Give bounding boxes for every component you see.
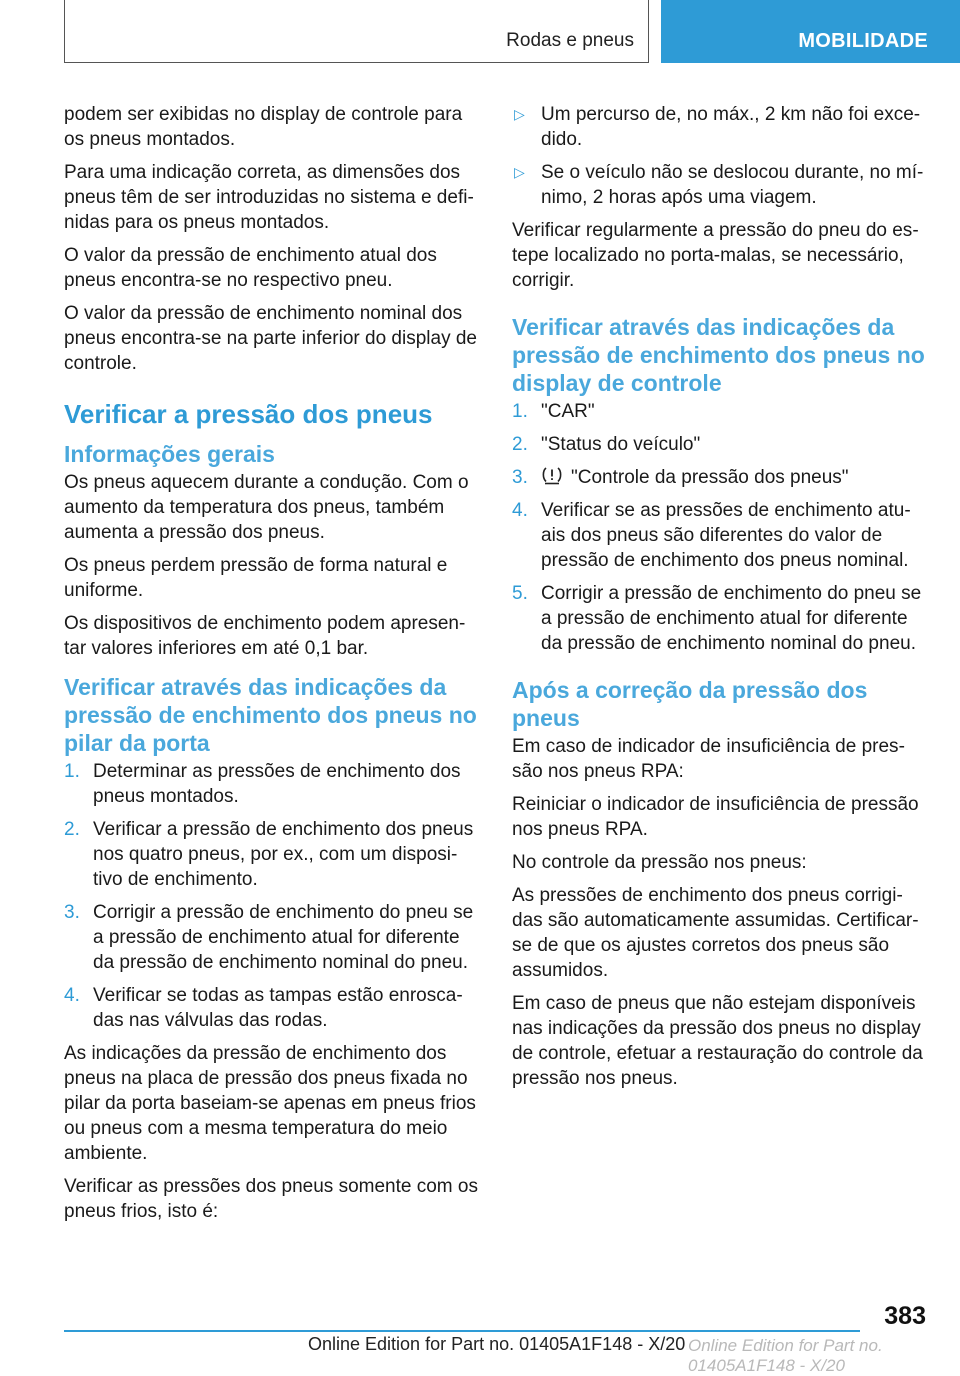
list-text: "CAR" bbox=[541, 401, 595, 422]
paragraph: Os pneus perdem pressão de forma natural e uniforme. bbox=[64, 555, 448, 601]
footer-edition: Online Edition for Part no. 01405A1F148 - X/20 bbox=[308, 1334, 686, 1354]
section-heading: Verificar a pressão dos pneus bbox=[64, 399, 433, 429]
list-item bbox=[512, 465, 926, 490]
list-text: Determinar as pressões de enchimento dos pneus montados. bbox=[93, 761, 461, 807]
list-number: 1. bbox=[512, 401, 528, 422]
header-chapter-tab bbox=[661, 0, 960, 63]
list-item bbox=[512, 399, 926, 424]
triangle-bullet-icon: ▷ bbox=[514, 164, 525, 180]
list-text: Verificar se as pressões de enchimento atuais dos pneus são diferentes do valor de pressão de enchimento dos pneus nominal. bbox=[541, 500, 911, 571]
list-number: 2. bbox=[64, 819, 80, 840]
list-item bbox=[64, 759, 479, 809]
paragraph: Em caso de indicador de insuficiência de pressão nos pneus RPA: bbox=[512, 736, 905, 782]
paragraph: podem ser exibidas no display de controle para os pneus montados. bbox=[64, 104, 463, 150]
paragraph: Para uma indicação correta, as dimensões dos pneus têm de ser introduzidas no sistema e definidas para os pneus montados. bbox=[64, 162, 474, 233]
list-number: 3. bbox=[64, 902, 80, 923]
paragraph: Em caso de pneus que não estejam disponíveis nas indicações da pressão dos pneus no display de controle, efetuar a restauração do controle da pressão nos pneus. bbox=[512, 993, 923, 1089]
list-text: Verificar a pressão de enchimento dos pneus nos quatro pneus, por ex., com um dispositivo de enchimento. bbox=[93, 819, 474, 890]
paragraph: O valor da pressão de enchimento nominal dos pneus encontra-se na parte inferior do display de controle. bbox=[64, 303, 477, 374]
list-item bbox=[512, 498, 926, 573]
triangle-bullet-icon: ▷ bbox=[514, 106, 525, 122]
paragraph: As indicações da pressão de enchimento dos pneus na placa de pressão dos pneus fixada no pilar da porta baseiam-se apenas em pneus frios ou pneus com a mesma temperatura do meio ambiente. bbox=[64, 1043, 476, 1164]
list-number: 3. bbox=[512, 467, 528, 488]
watermark: Online Edition for Part no. 01405A1F148 - X/20 bbox=[688, 1336, 883, 1375]
section-title: Rodas e pneus bbox=[506, 30, 634, 51]
list-text: Corrigir a pressão de enchimento do pneu se a pressão de enchimento atual for diferente da pressão de enchimento nominal do pneu. bbox=[541, 583, 922, 654]
list-item bbox=[64, 900, 479, 975]
paragraph: Os dispositivos de enchimento podem apresentar valores inferiores em até 0,1 bar. bbox=[64, 613, 466, 659]
paragraph: Verificar regularmente a pressão do pneu do estepe localizado no porta-malas, se necessário, corrigir. bbox=[512, 220, 919, 291]
list-text: Verificar se todas as tampas estão enroscadas nas válvulas das rodas. bbox=[93, 985, 463, 1031]
paragraph: O valor da pressão de enchimento atual dos pneus encontra-se no respectivo pneu. bbox=[64, 245, 437, 291]
paragraph: No controle da pressão nos pneus: bbox=[512, 852, 807, 873]
list-number: 2. bbox=[512, 434, 528, 455]
subsection-heading: Após a correção da pressão dos pneus bbox=[512, 677, 868, 731]
chapter-title: MOBILIDADE bbox=[798, 30, 928, 52]
list-number: 4. bbox=[64, 985, 80, 1006]
right-column bbox=[512, 102, 926, 1099]
list-text: "Controle da pressão dos pneus" bbox=[571, 467, 849, 488]
list-item bbox=[512, 432, 926, 457]
list-number: 5. bbox=[512, 583, 528, 604]
bullet-list bbox=[512, 102, 926, 210]
paragraph: Reiniciar o indicador de insuficiência de pressão nos pneus RPA. bbox=[512, 794, 919, 840]
left-column bbox=[64, 102, 479, 1232]
header-section-box bbox=[64, 0, 649, 63]
list-number: 1. bbox=[64, 761, 80, 782]
paragraph: Verificar as pressões dos pneus somente com os pneus frios, isto é: bbox=[64, 1176, 478, 1222]
paragraph: Os pneus aquecem durante a condução. Com o aumento da temperatura dos pneus, também aumenta a pressão dos pneus. bbox=[64, 472, 469, 543]
tire-pressure-warning-icon bbox=[541, 466, 563, 486]
subsection-heading: Informações gerais bbox=[64, 441, 275, 467]
page-number: 383 bbox=[884, 1302, 926, 1330]
list-text: Corrigir a pressão de enchimento do pneu se a pressão de enchimento atual for diferente da pressão de enchimento nominal do pneu. bbox=[93, 902, 474, 973]
numbered-list bbox=[512, 399, 926, 656]
list-item bbox=[512, 102, 926, 152]
list-text: Se o veículo não se deslocou durante, no mínimo, 2 horas após uma viagem. bbox=[541, 162, 924, 208]
numbered-list bbox=[64, 759, 479, 1033]
list-item bbox=[64, 817, 479, 892]
list-text: Um percurso de, no máx., 2 km não foi excedido. bbox=[541, 104, 921, 150]
footer-divider bbox=[64, 1330, 860, 1332]
list-text: "Status do veículo" bbox=[541, 434, 701, 455]
list-number: 4. bbox=[512, 500, 528, 521]
list-item bbox=[512, 581, 926, 656]
subsection-heading: Verificar através das indicações da pressão de enchimento dos pneus no display de controle bbox=[512, 314, 925, 396]
subsection-heading: Verificar através das indicações da pressão de enchimento dos pneus no pilar da porta bbox=[64, 674, 477, 756]
list-item bbox=[64, 983, 479, 1033]
paragraph: As pressões de enchimento dos pneus corrigidas são automaticamente assumidas. Certificar-se de que os ajustes corretos dos pneus são assumidos. bbox=[512, 885, 919, 981]
list-item bbox=[512, 160, 926, 210]
